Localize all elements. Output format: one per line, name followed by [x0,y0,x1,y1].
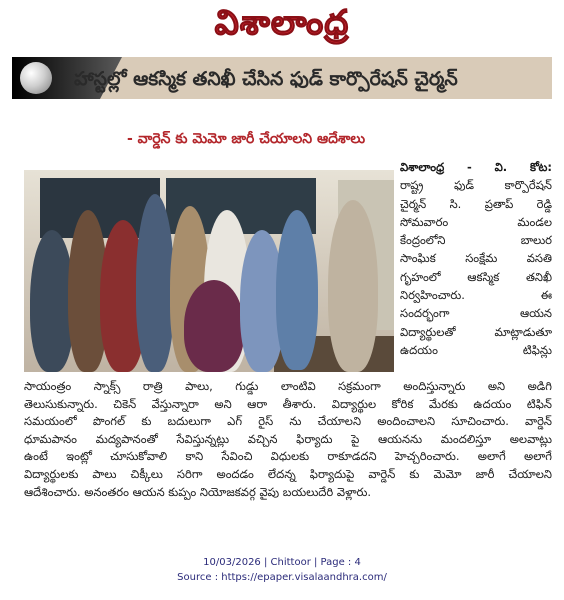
column-line: ఉదయం టిఫిన్లు [400,342,552,357]
newspaper-masthead [0,4,564,50]
body-line: సాయంత్రం స్నాక్స్ రాత్రి పాలు, గుడ్డు లాంటివి సక్రమంగా అందిస్తున్నారు అని అడిగి [24,379,552,393]
body-line: ఉంటే ఇంట్లో చూసుకోవాలి కాని సేవించి విధులకు రాకూడదని హెచ్చరించారు. అలాగే అలాగే [24,449,552,464]
article-column-text [400,158,552,359]
column-line: కేంద్రంలోని బాలుర [400,233,552,248]
column-line: నిర్వహించారు. ఈ [400,288,552,303]
article-subheadline: - వార్డెన్ కు మెమో జారీ చేయాలని ఆదేశాలు [127,131,366,147]
column-line: రాష్ట్ర ఫుడ్ కార్పొరేషన్ [400,178,552,193]
news-photo [24,170,394,372]
column-line: సందర్భంగా ఆయన [400,306,552,321]
column-line: చైర్మన్ సి. ప్రతాప్ రెడ్డి [400,196,552,211]
body-line: సమయంలో పొంగల్ కు బదులుగా ఎగ్ రైస్ ను చేయాలని అందించాలని సూచించారు. వార్డెన్ [24,414,552,429]
article-body-text [24,378,552,501]
article-dateline: విశాలాంధ్ర - వి. కోట: [400,160,552,174]
source-link[interactable]: Source : https://epaper.visalaandhra.com/ [177,572,387,583]
masthead-logo-text: విశాలాంధ్ర [214,3,350,43]
body-line: విద్యార్థులకు పాలు చిక్కీలు సరిగా అందడం లేదన్న ఫిర్యాదుపై వార్డెన్ కు మెమో జారీ చేయాలని [24,466,552,481]
column-line: విద్యార్థులతో మాట్లాడుతూ [400,324,552,339]
article-headline: హాస్టల్లో ఆకస్మిక తనిఖీ చేసిన ఫుడ్ కార్పొరేషన్ చైర్మన్ [74,68,458,90]
body-line: తెలుసుకున్నారు. చికెన్ వేస్తున్నారా అని ఆరా తీశారు. విద్యార్థుల కోరిక మేరకు ఉదయం టిఫిన్ [24,396,552,411]
edition-info: 10/03/2026 | Chittoor | Page : 4 [203,557,361,568]
column-line: గృహంలో ఆకస్మిక తనిఖీ [400,269,552,284]
banner-bullet-icon [20,62,52,94]
body-line: ధూమపానం మద్యపానంతో సేవిస్తున్నట్లు వచ్చిన ఫిర్యాదు పై ఆయనను మందలిస్తూ అలవాట్లు [24,431,552,446]
column-line: సాంఘిక సంక్షేమ వసతి [400,251,552,266]
column-line: సోమవారం మండల [400,214,552,229]
body-line: ఆదేశించారు. అనంతరం ఆయన కుప్పం నియోజకవర్గ వైపు బయలుదేరి వెళ్లారు. [24,484,371,499]
